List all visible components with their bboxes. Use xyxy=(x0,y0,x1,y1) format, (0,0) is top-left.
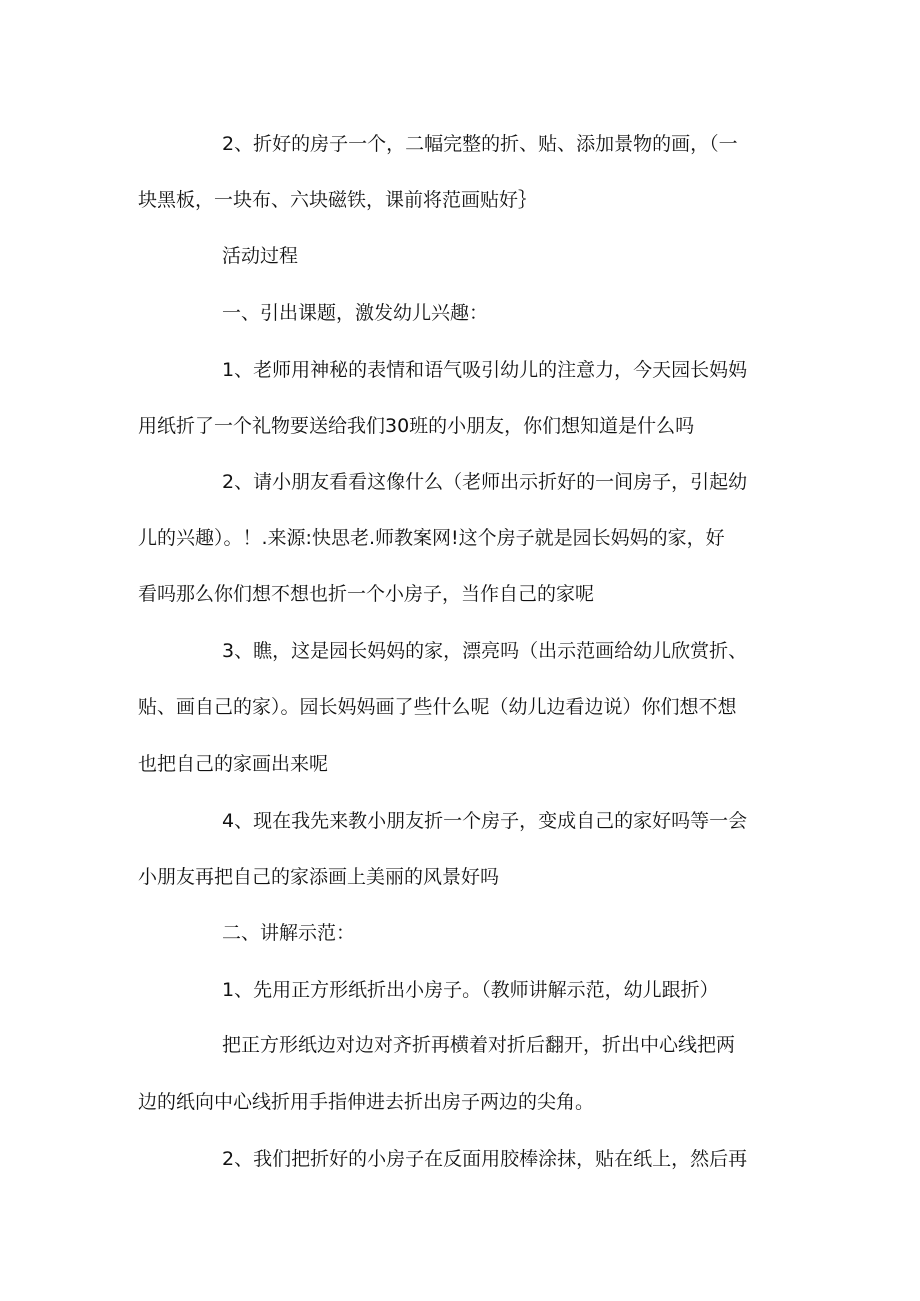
text-line: 也把自己的家画出来呢 xyxy=(138,753,329,775)
text-line: 儿的兴趣）。！.来源:快思老.师教案网!这个房子就是园长妈妈的家，好 xyxy=(138,527,725,549)
section-heading: 一、引出课题，激发幼儿兴趣： xyxy=(222,302,489,324)
text-line: 2、折好的房子一个，二幅完整的折、贴、添加景物的画，（一 xyxy=(222,133,738,155)
text-line: 4、现在我先来教小朋友折一个房子，变成自己的家好吗等一会 xyxy=(222,810,748,832)
text-line: 边的纸向中心线折用手指伸进去折出房子两边的尖角。 xyxy=(138,1091,595,1113)
text-line: 1、先用正方形纸折出小房子。（教师讲解示范，幼儿跟折） xyxy=(222,979,719,1001)
text-line: 看吗那么你们想不想也折一个小房子，当作自己的家呢 xyxy=(138,583,595,605)
section-heading: 二、讲解示范： xyxy=(222,922,356,944)
text-line: 3、瞧，这是园长妈妈的家，漂亮吗（出示范画给幼儿欣赏折、 xyxy=(222,640,748,662)
text-line: 活动过程 xyxy=(222,245,299,267)
text-line: 块黑板，一块布、六块磁铁，课前将范画贴好｝ xyxy=(138,189,538,211)
text-line: 小朋友再把自己的家添画上美丽的风景好吗 xyxy=(138,866,500,888)
text-line: 2、我们把折好的小房子在反面用胶棒涂抹，贴在纸上，然后再 xyxy=(222,1148,748,1170)
text-line: 2、请小朋友看看这像什么（老师出示折好的一间房子，引起幼 xyxy=(222,471,748,493)
text-line: 把正方形纸边对边对齐折再横着对折后翻开，折出中心线把两 xyxy=(222,1034,736,1056)
text-line: 用纸折了一个礼物要送给我们30班的小朋友，你们想知道是什么吗 xyxy=(138,415,695,437)
text-line: 1、老师用神秘的表情和语气吸引幼儿的注意力，今天园长妈妈 xyxy=(222,359,748,381)
text-line: 贴、画自己的家）。园长妈妈画了些什么呢（幼儿边看边说）你们想不想 xyxy=(138,696,737,718)
